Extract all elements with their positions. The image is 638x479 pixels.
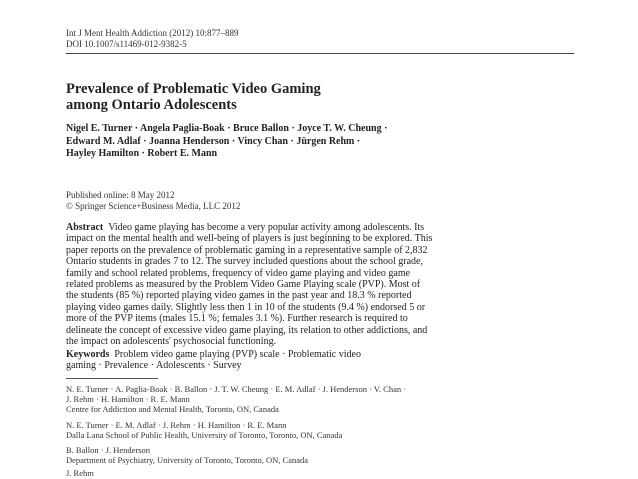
journal-citation: Int J Ment Health Addiction (2012) 10:877–889 bbox=[66, 28, 239, 38]
abstract-line: delineate the concept of excessive video game playing, its relation to other addictions, and bbox=[66, 324, 428, 336]
keywords-line: gaming · Prevalence · Adolescents · Survey bbox=[66, 360, 242, 372]
copyright: © Springer Science+Business Media, LLC 2012 bbox=[66, 201, 241, 211]
doi: DOI 10.1007/s11469-012-9382-5 bbox=[66, 39, 187, 49]
abstract-text: Video game playing has become a very popular activity among adolescents. Its bbox=[108, 222, 425, 233]
affiliation-block bbox=[66, 468, 576, 478]
abstract-line: the impact on adolescents' psychosocial functioning. bbox=[66, 336, 277, 348]
affiliation-line: J. Rehm · H. Hamilton · R. E. Mann bbox=[66, 394, 190, 404]
abstract-line: related problems as measured by the Problem Video Game Playing scale (PVP). Most of bbox=[66, 279, 421, 291]
author-list bbox=[66, 123, 566, 161]
abstract-line: family and school related problems, frequency of video game playing and video game bbox=[66, 267, 411, 279]
affiliation-line: N. E. Turner · A. Paglia-Boak · B. Ballon · J. T. W. Cheung · E. M. Adlaf · J. Henderson · V. Chan · bbox=[66, 384, 407, 394]
abstract-line: paper reports on the prevalence of problematic gaming in a representative sample of 2,832 bbox=[66, 244, 428, 256]
article-title bbox=[66, 81, 486, 113]
journal-header bbox=[66, 28, 238, 50]
author-line: Nigel E. Turner · Angela Paglia-Boak · Bruce Ballon · Joyce T. W. Cheung · bbox=[66, 123, 388, 134]
title-line: Prevalence of Problematic Video Gaming bbox=[66, 81, 321, 97]
abstract-line bbox=[66, 222, 576, 233]
abstract-label: Abstract bbox=[66, 222, 104, 233]
affiliation-line: Department of Psychiatry, University of Toronto, Toronto, ON, Canada bbox=[66, 455, 309, 465]
title-line: among Ontario Adolescents bbox=[66, 97, 237, 113]
abstract-line: the students (85 %) reported playing video games in the past year and 18.3 % reported bbox=[66, 290, 412, 302]
published-date: Published online: 8 May 2012 bbox=[66, 190, 175, 200]
abstract-line: playing video games daily. Slightly less then 1 in 10 of the students (9.4 %) endorsed 5 or bbox=[66, 301, 426, 313]
affiliation-line: Centre for Addiction and Mental Health, Toronto, ON, Canada bbox=[66, 404, 279, 414]
header-rule bbox=[66, 53, 574, 54]
keywords-line bbox=[66, 349, 486, 360]
author-line: Edward M. Adlaf · Joanna Henderson · Vincy Chan · Jürgen Rehm · bbox=[66, 135, 361, 147]
affiliation-line: B. Ballon · J. Henderson bbox=[66, 445, 151, 455]
abstract-line: impact on the mental health and well-being of players is just beginning to be explored. This bbox=[66, 233, 433, 245]
affiliation-line: J. Rehm bbox=[66, 468, 94, 478]
keywords-label: Keywords bbox=[66, 349, 110, 360]
keywords bbox=[66, 349, 486, 372]
abstract-line: Ontario students in grades 7 to 12. The survey included questions about the school grade, bbox=[66, 256, 423, 268]
affiliation-block bbox=[66, 445, 576, 465]
abstract bbox=[66, 222, 576, 347]
keywords-text: Problem video game playing (PVP) scale · Problematic video bbox=[114, 349, 361, 360]
affiliation-block bbox=[66, 420, 576, 440]
abstract-line: more of the PVP items (males 15.1 %; females 3.1 %). Further research is required to bbox=[66, 313, 408, 325]
affiliation-block bbox=[66, 384, 576, 414]
affiliation-line: N. E. Turner · E. M. Adlaf · J. Rehm · H. Hamilton · R. E. Mann bbox=[66, 420, 287, 430]
author-line: Hayley Hamilton · Robert E. Mann bbox=[66, 148, 218, 159]
affiliation-line: Dalla Lana School of Public Health, University of Toronto, Toronto, ON, Canada bbox=[66, 430, 343, 440]
affiliation-rule bbox=[66, 378, 158, 379]
publication-info bbox=[66, 190, 466, 212]
